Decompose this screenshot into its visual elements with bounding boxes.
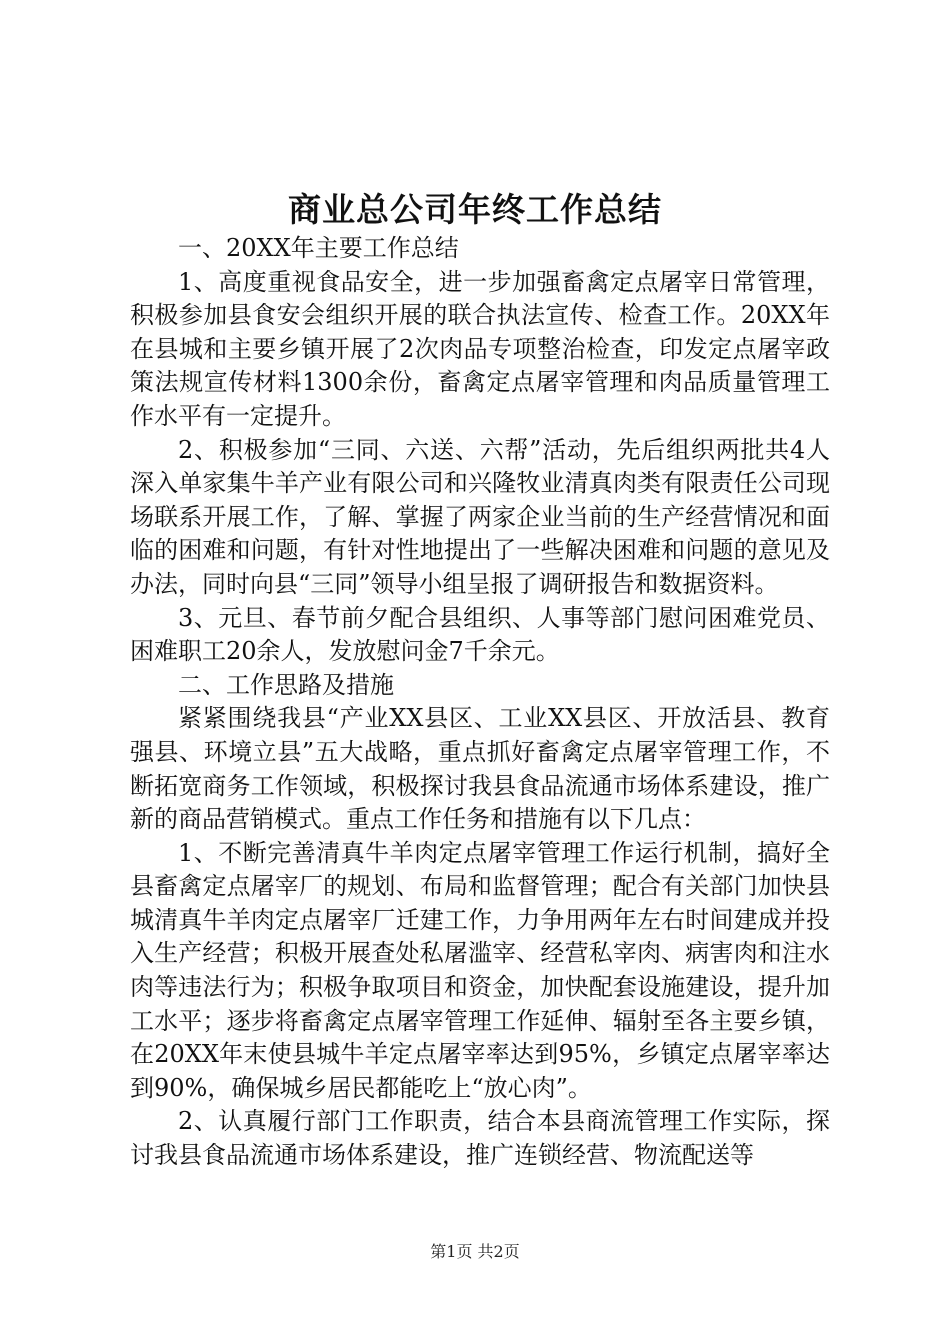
section-heading: 一、20XX年主要工作总结 (178, 234, 459, 262)
paragraph: 3、元旦、春节前夕配合县组织、人事等部门慰问困难党员、困难职工20余人，发放慰问金7千余元。 (130, 603, 830, 666)
paragraph: 1、不断完善清真牛羊肉定点屠宰管理工作运行机制，搞好全县畜禽定点屠宰厂的规划、布局和监督管理；配合有关部门加快县城清真牛羊肉定点屠宰厂迁建工作，力争用两年左右时间建成并投入生产经营；积极开展查处私屠滥宰、经营私宰肉、病害肉和注水肉等违法行为；积极争取项目和资金，加快配套设施建设，提升加工水平；逐步将畜禽定点屠宰管理工作延伸、辐射至各主要乡镇，在20XX年末使县城牛羊定点屠宰率达到95%，乡镇定点屠宰率达到90%，确保城乡居民都能吃上“放心肉”。 (130, 838, 830, 1102)
paragraph: 2、认真履行部门工作职责，结合本县商流管理工作实际，探讨我县食品流通市场体系建设，推广连锁经营、物流配送等 (130, 1107, 830, 1170)
document-title: 商业总公司年终工作总结 (288, 190, 662, 229)
document-body (130, 232, 830, 1173)
paragraph: 2、积极参加“三同、六送、六帮”活动，先后组织两批共4人深入单家集牛羊产业有限公司和兴隆牧业清真肉类有限责任公司现场联系开展工作，了解、掌握了两家企业当前的生产经营情况和面临的困难和问题，有针对性地提出了一些解决困难和问题的意见及办法，同时向县“三同”领导小组呈报了调研报告和数据资料。 (130, 435, 830, 598)
section-heading: 二、工作思路及措施 (178, 670, 394, 699)
paragraph: 1、高度重视食品安全，进一步加强畜禽定点屠宰日常管理，积极参加县食安会组织开展的联合执法宣传、检查工作。20XX年在县城和主要乡镇开展了2次肉品专项整治检查，印发定点屠宰政策法规宣传材料1300余份，畜禽定点屠宰管理和肉品质量管理工作水平有一定提升。 (130, 267, 830, 430)
paragraph: 紧紧围绕我县“产业XX县区、工业XX县区、开放活县、教育强县、环境立县”五大战略，重点抓好畜禽定点屠宰管理工作，不断拓宽商务工作领域，积极探讨我县食品流通市场体系建设，推广新的商品营销模式。重点工作任务和措施有以下几点： (130, 704, 830, 834)
page-number-footer: 第1页 共2页 (430, 1242, 520, 1261)
